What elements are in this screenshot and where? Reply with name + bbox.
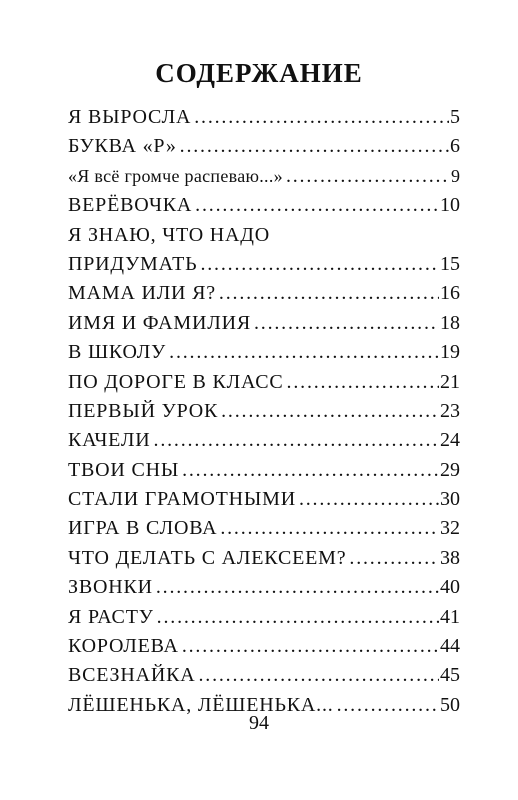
toc-entry — [68, 397, 460, 426]
toc-entry-title: ВСЕЗНАЙКА — [68, 664, 196, 687]
toc-entry-title: «Я всё громче распеваю...» — [68, 165, 283, 186]
toc-entry — [68, 162, 460, 191]
toc-entry — [68, 514, 460, 543]
toc-entry-title: СТАЛИ ГРАМОТНЫМИ — [68, 488, 296, 511]
leader-dots — [216, 279, 439, 308]
leader-dots — [179, 632, 439, 661]
toc-entry — [68, 485, 460, 514]
toc-entry-page: 45 — [440, 664, 460, 687]
toc-entry — [68, 338, 460, 367]
leader-dots — [166, 338, 439, 367]
toc-entry-title: ЧТО ДЕЛАТЬ С АЛЕКСЕЕМ? — [68, 546, 347, 569]
toc-entry — [68, 132, 460, 161]
toc-entry — [68, 309, 460, 338]
toc-entry-title: ЛЁШЕНЬКА, ЛЁШЕНЬКА... — [68, 693, 334, 716]
toc-entry — [68, 279, 460, 308]
leader-dots — [346, 544, 439, 573]
toc-entry-title: ПЕРВЫЙ УРОК — [68, 399, 219, 422]
toc-entry-page: 9 — [451, 165, 460, 186]
page-number: 94 — [249, 712, 269, 734]
toc-entry-page: 5 — [450, 106, 460, 128]
toc-entry — [68, 426, 460, 455]
toc-entry-title: Я ЗНАЮ, ЧТО НАДО — [68, 223, 270, 246]
toc-entry-title: ВЕРЁВОЧКА — [68, 194, 193, 217]
toc-entry-title: В ШКОЛУ — [68, 341, 167, 364]
toc-entry-page: 6 — [450, 135, 460, 158]
leader-dots — [179, 456, 439, 485]
toc-entry-page: 15 — [440, 252, 460, 275]
leader-dots — [251, 309, 439, 338]
toc-entry — [68, 544, 460, 573]
toc-entry-title: ТВОИ СНЫ — [68, 458, 180, 481]
toc-entry-page: 41 — [440, 605, 460, 628]
leader-dots — [218, 397, 439, 426]
toc-entry-page: 30 — [440, 488, 460, 511]
toc-entry-page: 23 — [440, 399, 460, 422]
toc-entry-page: 29 — [440, 458, 460, 481]
leader-dots — [151, 426, 439, 455]
toc-entry-page: 32 — [440, 517, 460, 540]
leader-dots — [296, 485, 439, 514]
toc-entry-title: МАМА ИЛИ Я? — [68, 282, 216, 305]
toc-entry — [68, 191, 460, 220]
toc-entry-title: ЗВОНКИ — [68, 576, 153, 599]
toc-entry — [68, 661, 460, 690]
toc-entry — [68, 250, 460, 279]
toc-entry-page: 50 — [440, 693, 460, 716]
toc-entry-title: Я ВЫРОСЛА — [68, 106, 192, 128]
toc-entry-page: 16 — [440, 282, 460, 305]
leader-dots — [283, 162, 450, 191]
toc-entry — [68, 573, 460, 602]
leader-dots — [195, 661, 439, 690]
toc-entry-title: Я РАСТУ — [68, 605, 154, 628]
toc-entry-page: 10 — [440, 194, 460, 217]
toc-entry — [68, 632, 460, 661]
toc-entry-page: 19 — [440, 341, 460, 364]
leader-dots — [191, 103, 449, 132]
leader-dots — [192, 191, 439, 220]
toc-entry-first-line — [68, 221, 460, 250]
leader-dots — [197, 250, 439, 279]
toc-entry-page: 18 — [440, 311, 460, 334]
toc-entry-page: 21 — [440, 370, 460, 393]
toc-entry-page: 24 — [440, 429, 460, 452]
leader-dots — [284, 368, 439, 397]
toc-entry — [68, 603, 460, 632]
toc-entry — [68, 368, 460, 397]
page-title: СОДЕРЖАНИЕ — [155, 58, 363, 88]
toc-entry-page: 40 — [440, 576, 460, 599]
toc-entry-title: КАЧЕЛИ — [68, 429, 151, 452]
leader-dots — [153, 573, 439, 602]
table-of-contents — [68, 103, 460, 720]
toc-entry-title: ПРИДУМАТЬ — [68, 252, 198, 275]
toc-entry-title: ПО ДОРОГЕ В КЛАСС — [68, 370, 284, 393]
toc-entry-page: 44 — [440, 635, 460, 658]
toc-entry-title: КОРОЛЕВА — [68, 635, 179, 658]
toc-entry-title: БУКВА «Р» — [68, 135, 177, 158]
toc-entry — [68, 103, 460, 132]
leader-dots — [177, 132, 449, 161]
toc-entry-title: ИМЯ И ФАМИЛИЯ — [68, 311, 251, 334]
leader-dots — [154, 603, 439, 632]
toc-entry-title: ИГРА В СЛОВА — [68, 517, 218, 540]
leader-dots — [217, 514, 439, 543]
toc-entry-page: 38 — [440, 546, 460, 569]
toc-entry — [68, 456, 460, 485]
